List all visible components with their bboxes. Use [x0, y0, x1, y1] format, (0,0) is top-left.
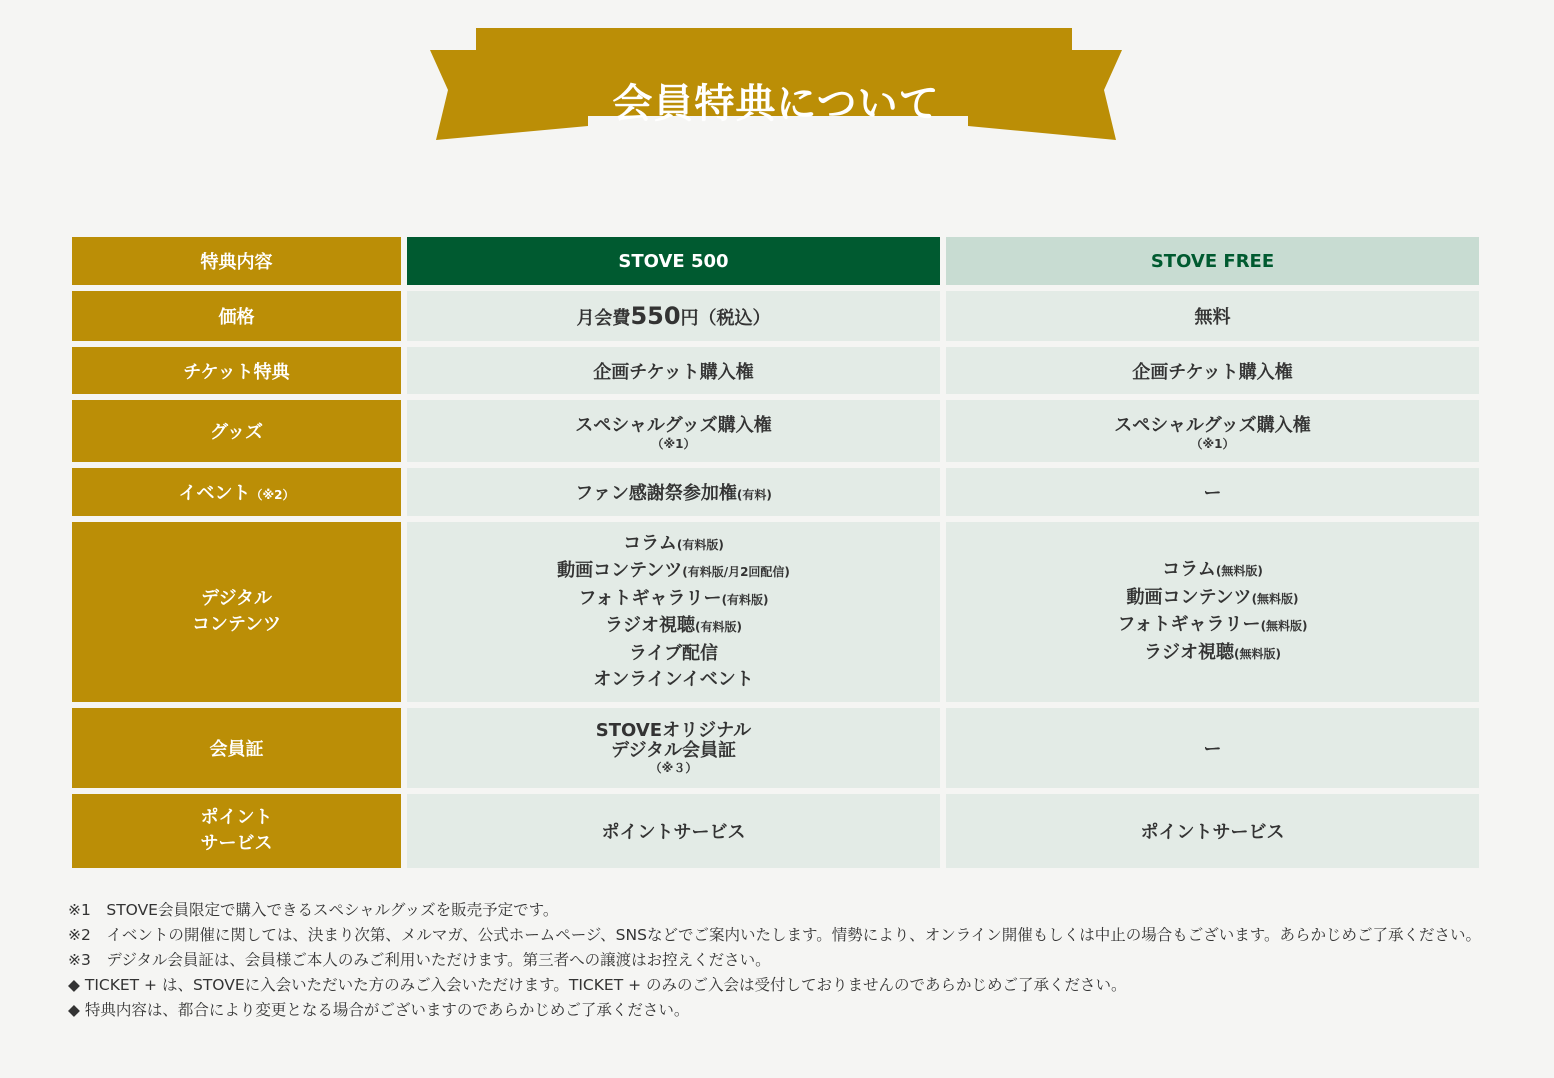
- list-item: [593, 667, 754, 694]
- row-label-ticket: チケット特典: [72, 347, 401, 394]
- list-item-text: 動画コンテンツ: [557, 560, 683, 581]
- table-row-card: [72, 708, 1479, 788]
- footnotes: [68, 898, 1488, 1023]
- list-item: [1126, 585, 1298, 613]
- card-stove500-line2: デジタル会員証: [611, 740, 736, 761]
- list-item: [629, 641, 718, 668]
- list-item: [1162, 557, 1263, 585]
- header-benefit: 特典内容: [72, 237, 401, 285]
- header-stovefree: STOVE FREE: [946, 237, 1479, 285]
- row-label-price: 価格: [72, 291, 401, 341]
- list-item-text: オンラインイベント: [593, 669, 754, 690]
- price-stovefree: 無料: [946, 291, 1479, 341]
- footnote: ※2 イベントの開催に関しては、決まり次第、メルマガ、公式ホームページ、SNSなどでご案内いたします。情勢により、オンライン開催もしくは中止の場合もございます。あらかじめご了承ください。: [68, 926, 1482, 944]
- list-item-text: 動画コンテンツ: [1126, 586, 1252, 608]
- list-item: [623, 531, 724, 559]
- title-ribbon: [428, 28, 1124, 144]
- list-item-text: コラム: [623, 532, 677, 554]
- list-item-note: (無料版): [1234, 646, 1281, 661]
- ticket-stove500: 企画チケット購入権: [407, 347, 940, 394]
- list-item-note: (無料版): [1215, 564, 1263, 578]
- list-item: [1117, 612, 1307, 640]
- goods-stovefree-text: スペシャルグッズ購入権: [1114, 415, 1311, 436]
- table-row-points: [72, 794, 1479, 868]
- header-stove500: STOVE 500: [407, 237, 940, 285]
- table-row-digital: [72, 522, 1479, 702]
- goods-stovefree: [946, 400, 1479, 462]
- digital-label-line2: コンテンツ: [191, 614, 282, 635]
- benefits-table: [72, 237, 1479, 868]
- points-label-line1: ポイント: [200, 806, 273, 828]
- event-stove500: [407, 468, 940, 516]
- list-item: [1144, 640, 1281, 668]
- goods-stove500: [407, 400, 940, 462]
- goods-stovefree-note: （※1）: [1190, 437, 1235, 451]
- digital-stove500: [407, 522, 940, 702]
- row-label-goods: グッズ: [72, 400, 401, 462]
- digital-label-line1: デジタル: [201, 587, 272, 609]
- price-prefix: 月会費: [576, 308, 631, 329]
- list-item-note: (有料版): [721, 592, 769, 607]
- event-stove500-note: (有料): [736, 488, 772, 502]
- digital-stovefree: [946, 522, 1479, 702]
- table-row-ticket: [72, 347, 1479, 394]
- row-label-digital: [72, 522, 401, 702]
- list-item-note: (有料版): [695, 620, 742, 634]
- list-item-text: フォトギャラリー: [1117, 614, 1261, 635]
- footnote: ◆ TICKET + は、STOVEに入会いただいた方のみご入会いただけます。TICKET + のみのご入会は受付しておりませんのであらかじめご了承ください。: [68, 976, 1127, 994]
- points-label-line2: サービス: [200, 833, 273, 854]
- points-stove500: ポイントサービス: [407, 794, 940, 868]
- card-stove500-note: （※３）: [649, 761, 698, 775]
- goods-stove500-text: スペシャルグッズ購入権: [575, 415, 772, 436]
- card-stove500: [407, 708, 940, 788]
- card-stovefree: ー: [946, 708, 1479, 788]
- card-stove500-line1: STOVEオリジナル: [595, 720, 752, 741]
- event-label-note: （※2）: [250, 488, 295, 502]
- ticket-stovefree: 企画チケット購入権: [946, 347, 1479, 394]
- price-amount: 550: [630, 302, 681, 330]
- footnote: ※3 デジタル会員証は、会員様ご本人のみご利用いただけます。第三者への譲渡はお控えください。: [68, 951, 771, 969]
- table-row-event: [72, 468, 1479, 516]
- table-row-price: [72, 291, 1479, 341]
- row-label-event: [72, 468, 401, 516]
- list-item-note: (無料版): [1260, 619, 1308, 633]
- page-title: 会員特典について: [612, 81, 940, 127]
- list-item: [557, 558, 790, 586]
- list-item-note: (有料版): [676, 537, 724, 552]
- row-label-points: [72, 794, 401, 868]
- list-item-text: ライブ配信: [629, 642, 718, 664]
- goods-stove500-note: （※1）: [651, 437, 696, 451]
- list-item-text: フォトギャラリー: [578, 587, 722, 609]
- price-stove500: [407, 291, 940, 341]
- list-item-text: ラジオ視聴: [605, 615, 695, 636]
- list-item: [578, 586, 768, 614]
- event-stovefree: ー: [946, 468, 1479, 516]
- list-item-text: コラム: [1162, 559, 1216, 580]
- footnote: ※1 STOVE会員限定で購入できるスペシャルグッズを販売予定です。: [68, 901, 559, 919]
- event-stove500-text: ファン感謝祭参加権: [575, 483, 737, 504]
- footnote: ◆ 特典内容は、都合により変更となる場合がございますのであらかじめご了承ください。: [68, 1001, 690, 1019]
- table-row-goods: [72, 400, 1479, 462]
- row-label-card: 会員証: [72, 708, 401, 788]
- table-header-row: [72, 237, 1479, 285]
- event-label: イベント: [178, 483, 251, 504]
- list-item: [605, 613, 742, 641]
- points-stovefree: ポイントサービス: [946, 794, 1479, 868]
- list-item-note: (有料版/月2回配信): [682, 565, 790, 579]
- list-item-note: (無料版): [1251, 591, 1299, 606]
- list-item-text: ラジオ視聴: [1144, 641, 1234, 663]
- price-suffix: 円（税込）: [680, 308, 771, 329]
